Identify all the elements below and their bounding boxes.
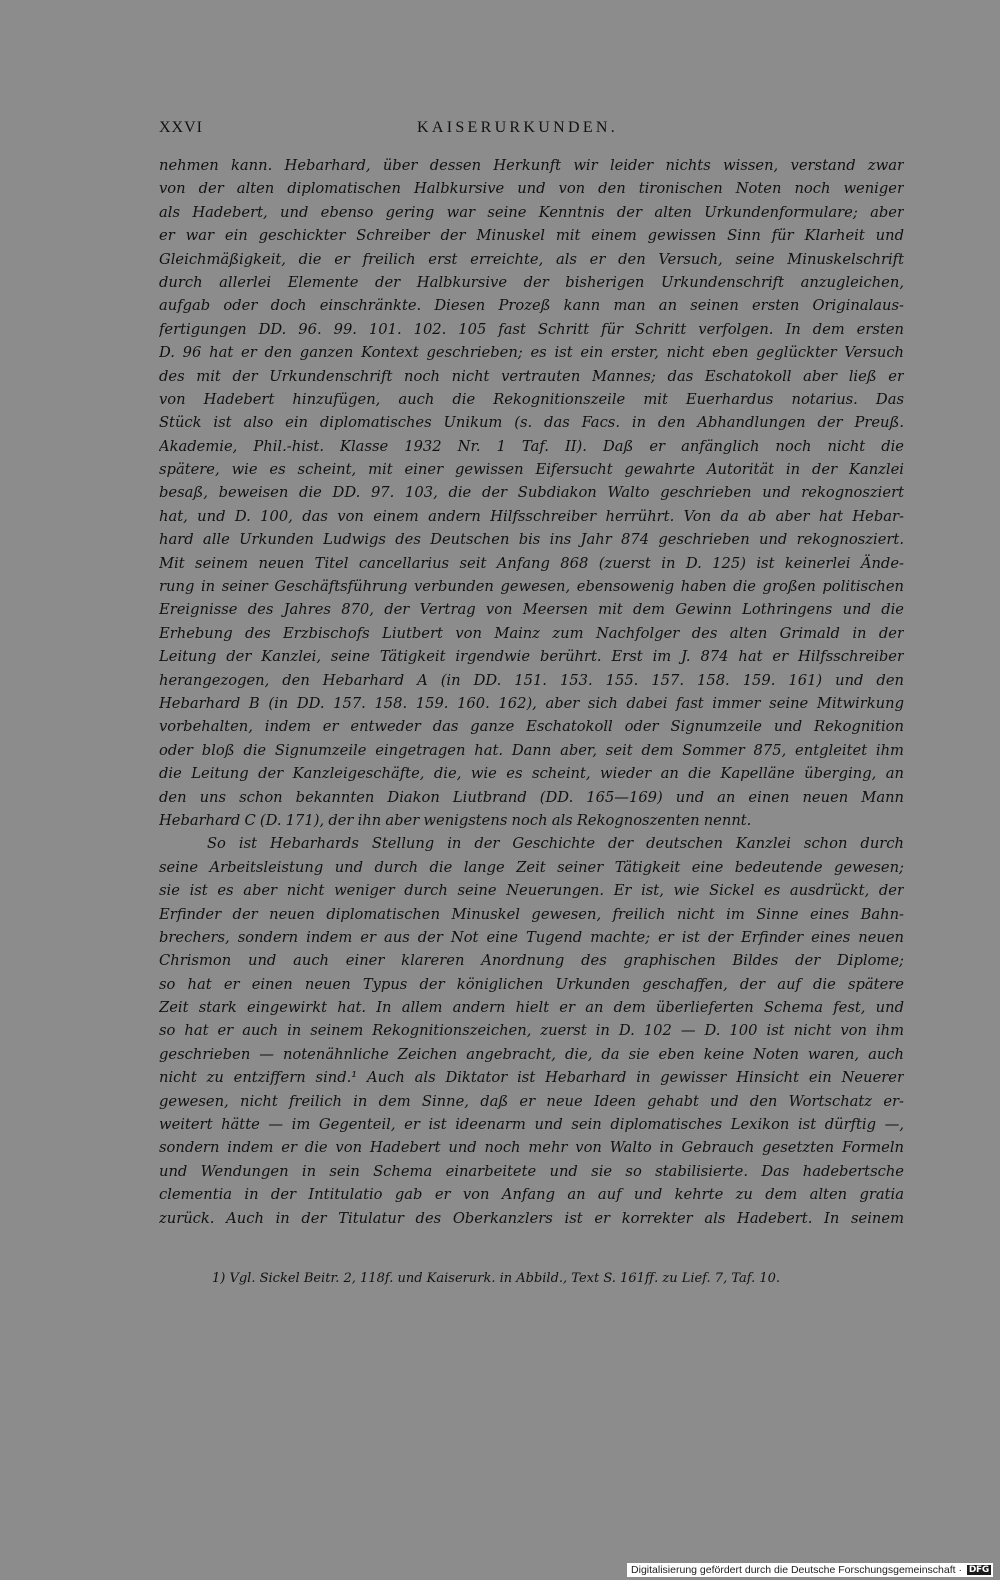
footnote: 1) Vgl. Sickel Beitr. 2, 118f. und Kaiserurk. in Abbild., Text S. 161ff. zu Lief. 7, Taf. 10. [212,1271,781,1286]
text-line: spätere, wie es scheint, mit einer gewissen Eifersucht gewahrte Autorität in der Kanzlei [159,461,904,479]
text-line: Erhebung des Erzbischofs Liutbert von Mainz zum Nachfolger des alten Grimald in der [159,624,904,642]
page-header [159,119,900,141]
text-line: Zeit stark eingewirkt hat. In allem andern hielt er an dem überlieferten Schema fest, und [159,999,904,1017]
text-line: zurück. Auch in der Titulatur des Oberkanzlers ist er korrekter als Hadebert. In seinem [159,1209,904,1227]
body-text [159,154,904,1230]
text-line: von Hadebert hinzufügen, auch die Rekognitionszeile mit Euerhardus notarius. Das [159,390,904,408]
text-line: besaß, beweisen die DD. 97. 103, die der Subdiakon Walto geschrieben und rekognosziert [159,484,904,502]
text-line: er war ein geschickter Schreiber der Minuskel mit einem gewissen Sinn für Klarheit und [159,227,904,245]
text-line: Gleichmäßigkeit, die er freilich erst erreichte, als er den Versuch, seine Minuskelschrift [159,250,904,268]
text-line: D. 96 hat er den ganzen Kontext geschrieben; es ist ein erster, nicht eben geglückter Versuch [159,344,904,362]
text-line: fertigungen DD. 96. 99. 101. 102. 105 fast Schritt für Schritt verfolgen. In dem ersten [159,320,904,338]
text-line: aufgab oder doch einschränkte. Diesen Prozeß kann man an seinen ersten Originalaus- [159,297,904,315]
running-title: KAISERURKUNDEN. [417,119,619,136]
text-line: Stück ist also ein diplomatisches Unikum (s. das Facs. in den Abhandlungen der Preuß. [159,414,904,432]
text-line: Hebarhard C (D. 171), der ihn aber wenigstens noch als Rekognoszenten nennt. [159,811,752,829]
text-line: vorbehalten, indem er entweder das ganze Eschatokoll oder Signumzeile und Rekognition [159,718,904,736]
text-line: seine Arbeitsleistung und durch die lange Zeit seiner Tätigkeit eine bedeutende gewesen; [159,858,904,876]
text-line: Erfinder der neuen diplomatischen Minuskel gewesen, freilich nicht im Sinne eines Bahn- [159,905,904,923]
digitization-credit[interactable] [627,1563,993,1577]
dfg-logo: DFG [968,1565,989,1576]
text-line: Chrismon und auch einer klareren Anordnung des graphischen Bildes der Diplome; [159,952,904,970]
text-line: die Leitung der Kanzleigeschäfte, die, wie es scheint, wieder an die Kapelläne überging, an [159,765,904,783]
text-line: gewesen, nicht freilich in dem Sinne, daß er neue Ideen gehabt und den Wortschatz er- [159,1092,904,1110]
text-line: nicht zu entziffern sind.¹ Auch als Diktator ist Hebarhard in gewisser Hinsicht ein Neuerer [159,1069,904,1087]
text-line: von der alten diplomatischen Halbkursive und von den tironischen Noten noch weniger [159,180,904,198]
text-line: den uns schon bekannten Diakon Liutbrand (DD. 165—169) und an einen neuen Mann [159,788,904,806]
text-line: nehmen kann. Hebarhard, über dessen Herkunft wir leider nichts wissen, verstand zwar [159,157,904,174]
text-line: und Wendungen in sein Schema einarbeitete und sie so stabilisierte. Das hadebertsche [159,1162,904,1180]
text-line: Mit seinem neuen Titel cancellarius seit Anfang 868 (zuerst in D. 125) ist keinerlei Ände- [159,554,904,572]
text-line: sondern indem er die von Hadebert und noch mehr von Walto in Gebrauch gesetzten Formeln [159,1139,904,1157]
text-line: hard alle Urkunden Ludwigs des Deutschen bis ins Jahr 874 geschrieben und rekognosziert. [159,531,904,549]
text-line: als Hadebert, und ebenso gering war seine Kenntnis der alten Urkundenformulare; aber [159,203,904,221]
text-line: herangezogen, den Hebarhard A (in DD. 151. 153. 155. 157. 158. 159. 161) und den [159,671,904,689]
text-line: Leitung der Kanzlei, seine Tätigkeit irgendwie berührt. Erst im J. 874 hat er Hilfsschreiber [159,648,904,666]
text-line: brechers, sondern indem er aus der Not eine Tugend machte; er ist der Erfinder eines neuen [159,928,904,946]
text-line: So ist Hebarhards Stellung in der Geschichte der deutschen Kanzlei schon durch [207,835,904,853]
text-line: Hebarhard B (in DD. 157. 158. 159. 160. 162), aber sich dabei fast immer seine Mitwirkung [159,694,904,712]
text-line: clementia in der Intitulatio gab er von Anfang an auf und kehrte zu dem alten gratia [159,1186,904,1204]
page-number: XXVI [159,119,203,136]
text-line: so hat er auch in seinem Rekognitionszeichen, zuerst in D. 102 — D. 100 ist nicht von ihm [159,1022,904,1040]
text-line: durch allerlei Elemente der Halbkursive der bisherigen Urkundenschrift anzugleichen, [159,273,904,291]
text-line: Akademie, Phil.-hist. Klasse 1932 Nr. 1 Taf. II). Daß er anfänglich noch nicht die [159,437,904,455]
text-line: hat, und D. 100, das von einem andern Hilfsschreiber herrührt. Von da ab aber hat Hebar- [159,507,904,525]
text-line: rung in seiner Geschäftsführung verbunden gewesen, ebensowenig haben die großen politischen [159,578,904,596]
text-line: Ereignisse des Jahres 870, der Vertrag von Meersen mit dem Gewinn Lothringens und die [159,601,904,619]
text-line: so hat er einen neuen Typus der königlichen Urkunden geschaffen, der auf die spätere [159,975,904,993]
text-line: geschrieben — notenähnliche Zeichen angebracht, die, da sie eben keine Noten waren, auch [159,1045,904,1063]
text-line: des mit der Urkundenschrift noch nicht vertrauten Mannes; das Eschatokoll aber ließ er [159,367,904,385]
text-line: weitert hätte — im Gegenteil, er ist ideenarm und sein diplomatisches Lexikon ist dürftig —, [159,1116,904,1134]
text-line: oder bloß die Signumzeile eingetragen hat. Dann aber, seit dem Sommer 875, entgleitet ihm [159,741,904,759]
credit-text: Digitalisierung gefördert durch die Deutsche Forschungsgemeinschaft · [631,1564,962,1576]
text-line: sie ist es aber nicht weniger durch seine Neuerungen. Er ist, wie Sickel es ausdrückt, der [159,882,904,900]
